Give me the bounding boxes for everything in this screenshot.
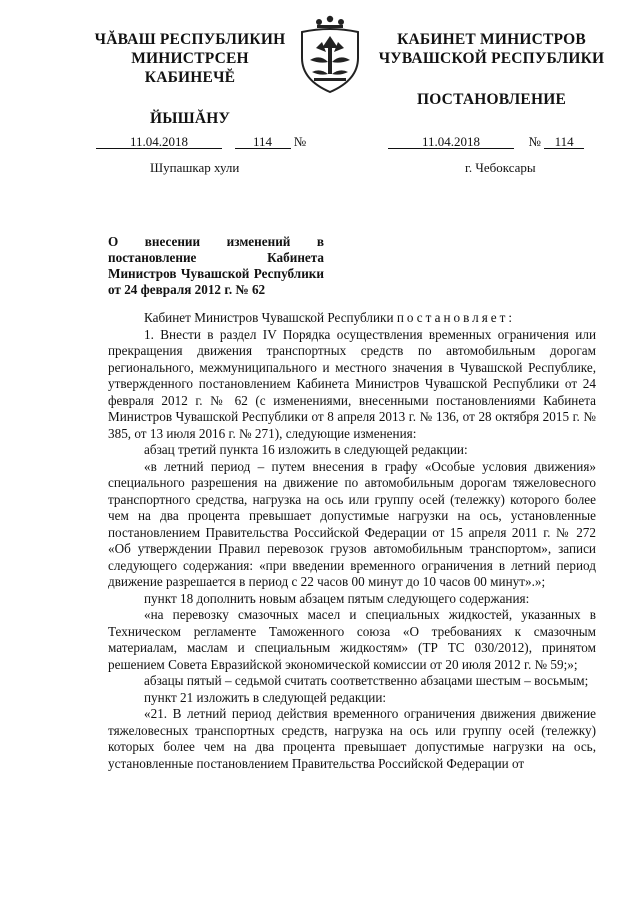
header-left-line1: ЧĂВАШ РЕСПУБЛИКИН <box>94 31 286 48</box>
chuvash-coat-of-arms-icon <box>292 14 368 98</box>
body-paragraph: 1. Внести в раздел IV Порядка осуществления временных ограничения или прекращения движения транспортных средств по автомобильным дорогам регионального, межмуниципального и местного значения в Чувашской Республике, утвержденного постановлением Кабинета Министров Чувашской Республики от 24 февраля 2012 г. № 62 (с изменениями, внесенными постановлениями Кабинета Министров Чувашской Республики от 8 апреля 2013 г. № 136, от 28 октября 2015 г. № 385, от 13 июля 2016 г. № 271), следующие изменения: <box>108 326 596 441</box>
date-line-left <box>96 134 306 150</box>
date-left-number: 114 <box>235 135 291 149</box>
date-right-sign: № <box>528 134 541 149</box>
header-left-doc-kind: ЙЫШĂНУ <box>149 110 231 127</box>
header-left-line2: МИНИСТРСЕН КАБИНЕЧĔ <box>131 50 249 86</box>
body-paragraph: «в летний период – путем внесения в графу «Особые условия движения» специального разрешения на движение по автомобильным дорогам тяжеловесного транспортного средства, нагрузка на ось или группу осей (тележку) которого более чем на два процента превышает допустимые нагрузки на ось, установленные постановлением Правительства Российской Федерации от 15 апреля 2011 г. № 272 «Об утверждении Правил перевозок грузов автомобильным транспортом», записи следующего содержания: «при введении временного ограничения в летний период движение разрешается в период с 22 часов 00 минут до 10 часов 00 минут».»; <box>108 458 596 589</box>
document-subject: О внесении изменений в постановление Кабинета Министров Чувашской Республики от 24 февраля 2012 г. № 62 <box>108 234 324 297</box>
date-line-right <box>388 134 584 150</box>
body-paragraph: «на перевозку смазочных масел и специальных жидкостей, указанных в Техническом регламенте Таможенного союза «О требованиях к смазочным материалам, маслам и специальным жидкостям» (ТР ТС 030/2012), принятом решением Совета Евразийской экономической комиссии от 20 июля 2012 г. № 59;»; <box>108 607 596 672</box>
header-right-doc-kind: ПОСТАНОВЛЕНИЕ <box>416 91 567 108</box>
body-paragraph: пункт 21 изложить в следующей редакции: <box>144 689 387 705</box>
body-lead-text: Кабинет Министров Чувашской Республики <box>144 310 394 325</box>
city-right: г. Чебоксары <box>465 160 536 175</box>
body-lead <box>108 310 596 327</box>
document-body <box>108 310 596 772</box>
header-left-chuvash <box>90 30 290 128</box>
city-left: Шупашкар хули <box>150 160 240 175</box>
date-right-date: 11.04.2018 <box>388 135 514 149</box>
body-paragraph: абзацы пятый – седьмой считать соответственно абзацами шестым – восьмым; <box>144 673 589 688</box>
date-left-sign: № <box>293 134 307 149</box>
header-right-russian <box>374 30 609 109</box>
date-right-number: 114 <box>544 135 584 149</box>
body-paragraph: «21. В летний период действия временного ограничения движения движение тяжеловесных транспортных средств, нагрузка на ось или группу осей (тележку) которых более чем на два процента превышает допустимые нагрузки на ось, установленные постановлением Правительства Российской Федерации от <box>108 706 596 771</box>
date-left-date: 11.04.2018 <box>96 135 222 149</box>
body-paragraph: пункт 18 дополнить новым абзацем пятым следующего содержания: <box>144 590 530 606</box>
header-right-line1: КАБИНЕТ МИНИСТРОВ <box>397 31 586 48</box>
body-paragraph: абзац третий пункта 16 изложить в следующей редакции: <box>144 442 468 457</box>
body-lead-spaced: постановляет: <box>396 310 516 325</box>
header-right-line2: ЧУВАШСКОЙ РЕСПУБЛИКИ <box>378 50 605 67</box>
